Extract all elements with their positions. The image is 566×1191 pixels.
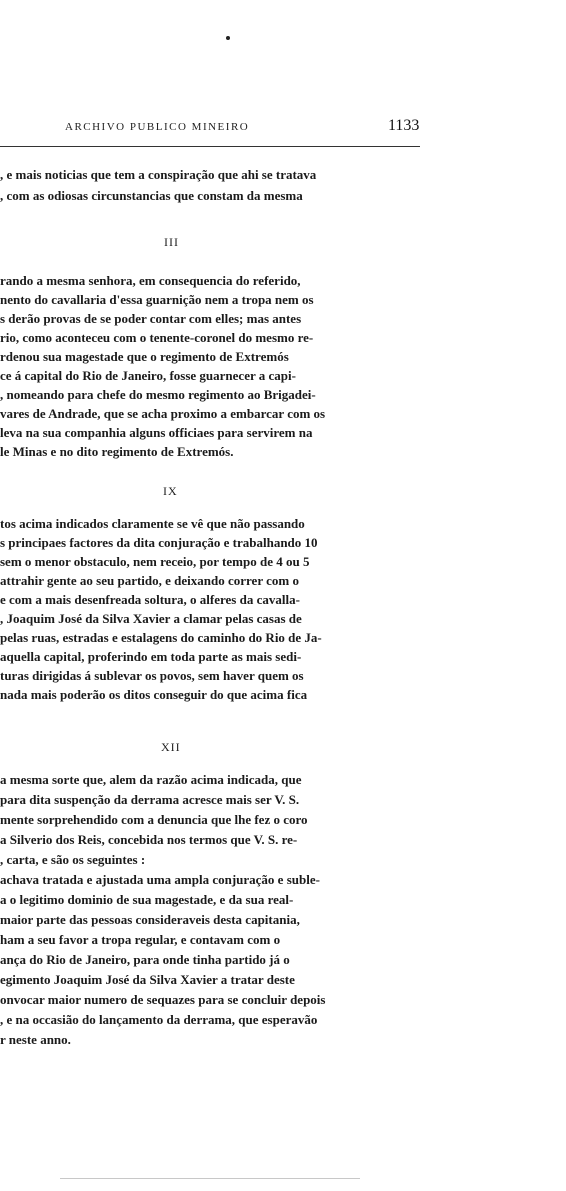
text-line: leva na sua companhia alguns officiaes para servirem na: [0, 425, 313, 440]
text-line: onvocar maior numero de sequazes para se concluir depois: [0, 992, 326, 1007]
text-line: s principaes factores da dita conjuração e trabalhando 10: [0, 535, 318, 550]
text-line: attrahir gente ao seu partido, e deixando correr com o: [0, 573, 299, 588]
text-line: a mesma sorte que, alem da razão acima indicada, que: [0, 772, 302, 787]
text-line: , e na occasião do lançamento da derrama, que esperavão: [0, 1012, 318, 1027]
text-line: egimento Joaquim José da Silva Xavier a tratar deste: [0, 972, 295, 987]
text-line: , Joaquim José da Silva Xavier a clamar pelas casas de: [0, 611, 302, 626]
text-line: e com a mais desenfreada soltura, o alferes da cavalla-: [0, 592, 300, 607]
text-line: sem o menor obstaculo, nem receio, por tempo de 4 ou 5: [0, 554, 310, 569]
section-heading: XII: [161, 740, 181, 754]
text-line: rando a mesma senhora, em consequencia do referido,: [0, 273, 301, 288]
text-line: pelas ruas, estradas e estalagens do caminho do Rio de Ja-: [0, 630, 322, 645]
text-line: tos acima indicados claramente se vê que não passando: [0, 516, 305, 531]
text-line: , carta, e são os seguintes :: [0, 852, 146, 867]
section-heading: III: [164, 235, 179, 249]
page-edge-line: [60, 1178, 360, 1179]
text-line: achava tratada e ajustada uma ampla conjuração e suble-: [0, 872, 320, 887]
text-line: maior parte das pessoas consideraveis desta capitania,: [0, 912, 300, 927]
text-line: mente sorprehendido com a denuncia que lhe fez o coro: [0, 812, 308, 827]
section-heading: IX: [163, 484, 178, 498]
text-line: ce á capital do Rio de Janeiro, fosse guarnecer a capi-: [0, 368, 296, 383]
text-line: rdenou sua magestade que o regimento de Extremós: [0, 349, 289, 364]
text-line: s derão provas de se poder contar com elles; mas antes: [0, 311, 302, 326]
running-title: ARCHIVO PUBLICO MINEIRO: [65, 121, 250, 133]
header-rule: [0, 146, 420, 147]
ink-speck: [226, 36, 230, 40]
text-line: vares de Andrade, que se acha proximo a embarcar com os: [0, 406, 326, 421]
text-line: aquella capital, proferindo em toda parte as mais sedi-: [0, 649, 302, 664]
page-number: 1133: [388, 117, 420, 134]
text-line: , nomeando para chefe do mesmo regimento ao Brigadei-: [0, 387, 316, 402]
text-line: a Silverio dos Reis, concebida nos termos que V. S. re-: [0, 832, 298, 847]
text-line: ança do Rio de Janeiro, para onde tinha partido já o: [0, 952, 290, 967]
text-line: a o legitimo dominio de sua magestade, e da sua real-: [0, 892, 294, 907]
text-line: r neste anno.: [0, 1032, 71, 1047]
text-line: , e mais noticias que tem a conspiração que ahi se tratava: [0, 167, 317, 182]
text-line: turas dirigidas á sublevar os povos, sem haver quem os: [0, 668, 304, 683]
text-line: nada mais poderão os ditos conseguir do que acima fica: [0, 687, 308, 702]
text-line: rio, como aconteceu com o tenente-coronel do mesmo re-: [0, 330, 314, 345]
text-line: , com as odiosas circunstancias que constam da mesma: [0, 188, 303, 203]
text-line: para dita suspenção da derrama acresce mais ser V. S.: [0, 792, 300, 807]
text-line: le Minas e no dito regimento de Extremós.: [0, 444, 234, 459]
text-line: ham a seu favor a tropa regular, e contavam com o: [0, 932, 281, 947]
text-line: nento do cavallaria d'essa guarnição nem a tropa nem os: [0, 292, 314, 307]
